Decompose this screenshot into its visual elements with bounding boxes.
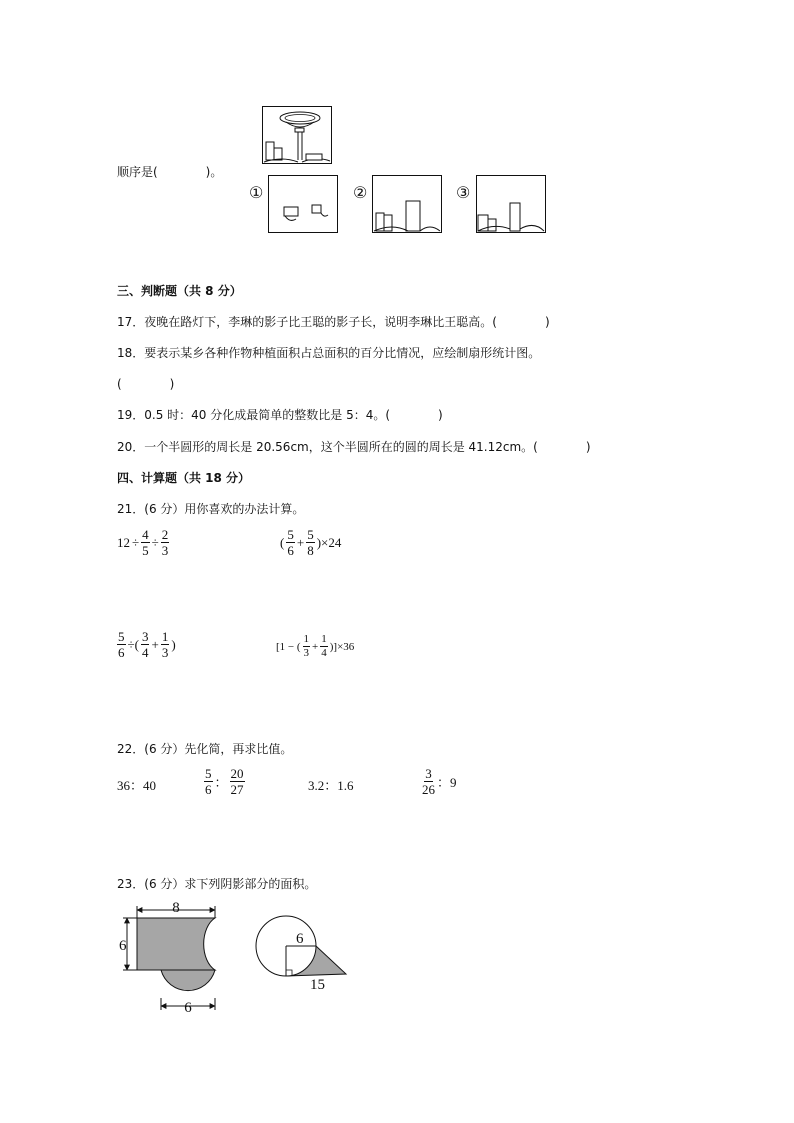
- shaded-figure-2: [252, 912, 352, 992]
- shaded-figure-1: [117, 898, 227, 1016]
- calc-expression-1: 12 ÷ $\frac{4}{5}$ ÷ $\frac{2}{3}$: [117, 527, 169, 558]
- question-18: 18．要表示某乡各种作物种植面积占总面积的百分比情况，应绘制扇形统计图。: [117, 346, 541, 360]
- question-17: 17．夜晚在路灯下，李琳的影子比王聪的影子长，说明李琳比王聪高。( ): [117, 315, 550, 329]
- option-label-2: ②: [353, 185, 368, 202]
- question-19: 19．0.5 时：40 分化成最简单的整数比是 5：4。( ): [117, 408, 443, 422]
- lamp-scene-picture: [262, 106, 332, 164]
- option-1-picture: [268, 175, 338, 233]
- ratio-3: 3.2：1.6: [308, 778, 354, 793]
- option-2-picture: [372, 175, 442, 233]
- calc-expression-3: $\frac{5}{6}$ ÷( $\frac{3}{4}$ + $\frac{1}{3}$ ): [118, 629, 176, 660]
- ratio-4: $\frac{3}{26}$ ：9: [422, 766, 457, 797]
- section-3-heading: 三、判断题（共 8 分）: [117, 284, 242, 298]
- fig1-top-label: 8: [172, 900, 180, 916]
- question-18-answer-blank: ( ): [117, 377, 175, 391]
- fig2-radius-label: 6: [296, 931, 304, 947]
- question-21: 21．(6 分）用你喜欢的办法计算。: [117, 502, 305, 516]
- fig1-left-label: 6: [119, 938, 127, 954]
- question-23: 23．(6 分）求下列阴影部分的面积。: [117, 877, 317, 891]
- ratio-2: $\frac{5}{6}$ ： $\frac{20}{27}$: [205, 766, 244, 797]
- fig2-base-label: 15: [310, 977, 325, 992]
- question-20: 20．一个半圆形的周长是 20.56cm，这个半圆所在的圆的周长是 41.12cm。( ): [117, 440, 591, 454]
- calc-expression-2: ( $\frac{5}{6}$ + $\frac{5}{8}$ )×24: [280, 527, 342, 558]
- ratio-1: 36：40: [117, 778, 157, 793]
- section-4-heading: 四、计算题（共 18 分）: [117, 471, 251, 485]
- option-label-1: ①: [249, 185, 264, 202]
- order-question: 顺序是( )。: [117, 165, 223, 179]
- option-3-picture: [476, 175, 546, 233]
- fig1-bottom-label: 6: [184, 1000, 192, 1016]
- option-label-3: ③: [456, 185, 471, 202]
- calc-expression-4: [1 − ( $\frac{1}{3}$ + $\frac{1}{4}$ )]×36: [276, 633, 355, 659]
- question-22: 22．(6 分）先化简，再求比值。: [117, 742, 293, 756]
